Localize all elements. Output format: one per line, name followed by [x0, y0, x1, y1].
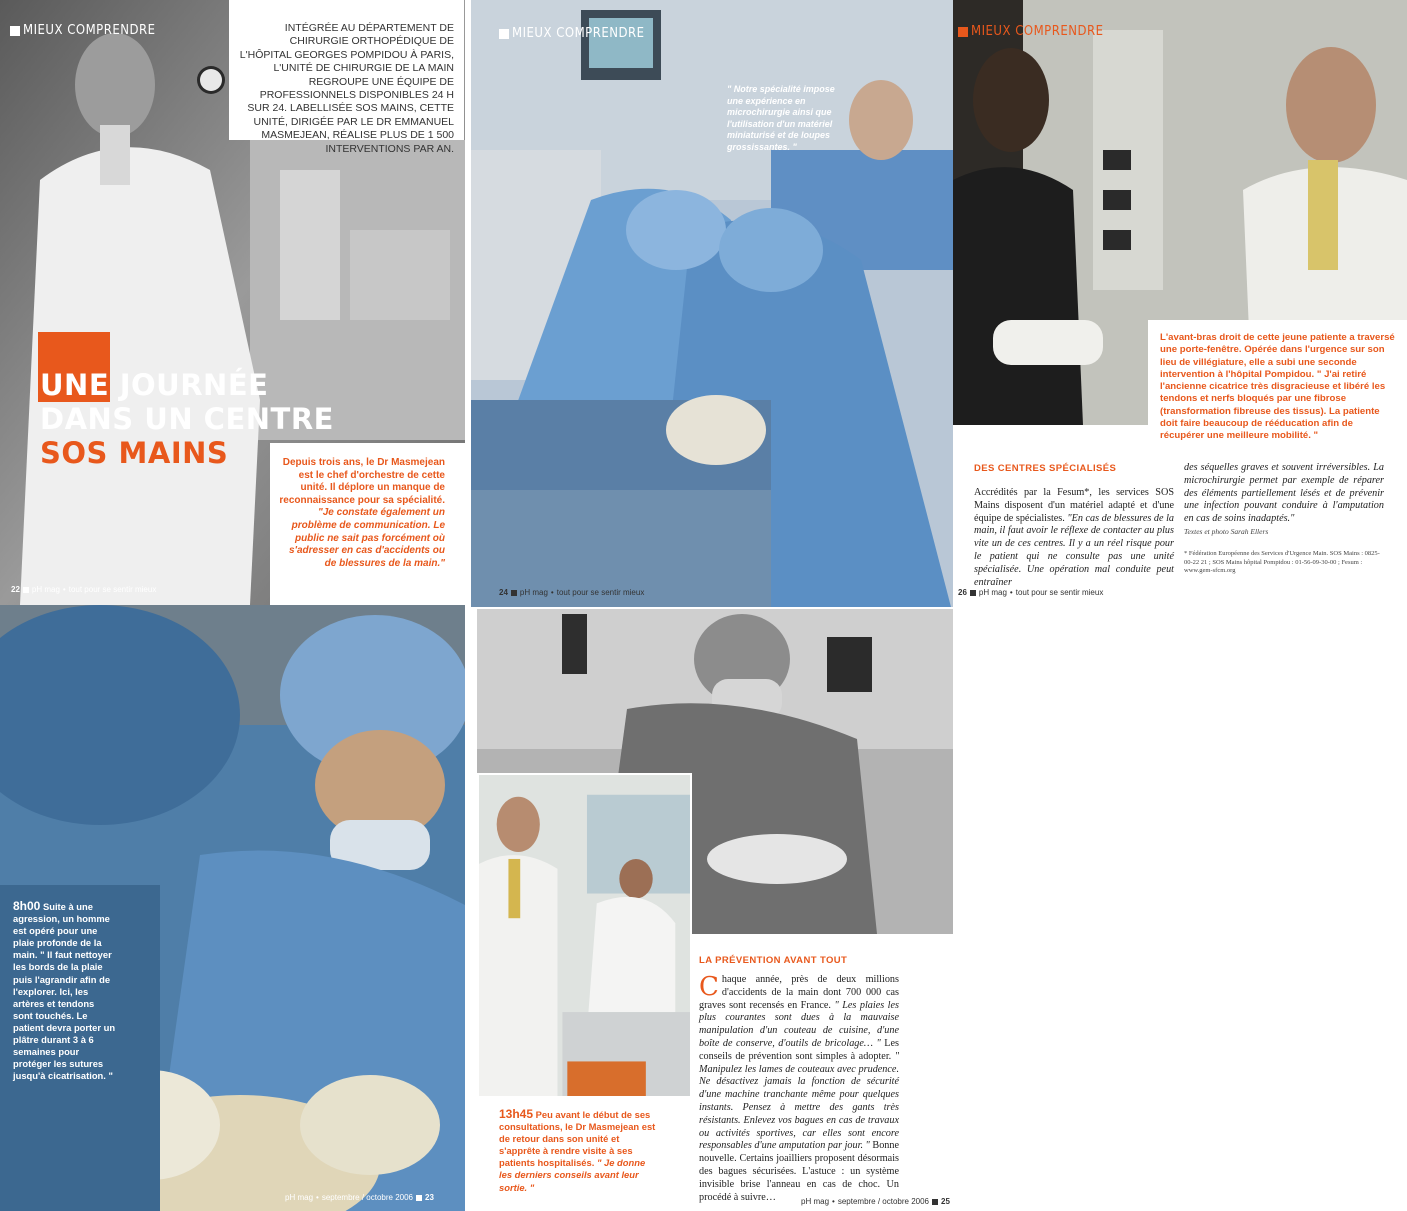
folio-date: septembre / octobre 2006: [837, 1197, 929, 1206]
square-bullet-icon: [23, 587, 29, 593]
text-column-1: [974, 487, 1174, 589]
square-bullet-icon: [970, 590, 976, 596]
section-heading: LA PRÉVENTION AVANT TOUT: [699, 955, 848, 966]
time-label: 13h45: [499, 1107, 534, 1121]
square-bullet-icon: [932, 1199, 938, 1205]
folio-tagline: tout pour se sentir mieux: [68, 585, 157, 594]
timeline-text: Suite à une agression, un homme est opéré pour une plaie profonde de la main. " Il faut nettoyer les bords de la plaie puis l'agrandir afin de l'explorer. Ici, les artères et tendons sont touchés. Le patient devra porter un plâtre durant 3 à 6 semaines pour protéger les sutures jusqu'à cicatrisation. ": [13, 901, 116, 1082]
body-quote: " Les plaies les plus courantes sont dues à la mauvaise manipulation d'un couteau de cuisine, d'une boîte de conserve, d'outils de bricolage… ": [699, 999, 900, 1049]
body-text: Les conseils de prévention sont simples à adopter.: [699, 1037, 899, 1062]
drop-cap: C: [699, 972, 719, 1002]
timeline-8h00: [13, 900, 116, 1082]
title-line-2: DANS UN CENTRE: [40, 402, 334, 436]
chapo-box: [270, 443, 465, 605]
magazine-name: pH mag: [519, 588, 548, 597]
magazine-name: pH mag: [801, 1197, 830, 1206]
photo-caption: [1148, 320, 1407, 442]
folio-page-25: pH mag • septembre / octobre 2006 25: [801, 1197, 950, 1206]
column-1-quote: "En cas de blessures de la main, il faut avoir le réflexe de contacter au plus vite un de ces centres. Il y a un réel risque pour le patient qui ne consulte pas une unité spécialisée. Une opération mal conduite peut entraîner: [974, 512, 1174, 588]
square-bullet-icon: [416, 1195, 422, 1201]
section-tag: [499, 26, 645, 41]
time-label: 8h00: [13, 899, 41, 913]
title-line-3: SOS MAINS: [40, 436, 229, 470]
text-column-2: [1184, 462, 1384, 576]
photo-credit: Textes et photo Sarah Ellers: [1184, 526, 1269, 536]
square-bullet-icon: [511, 590, 517, 596]
chapo-quote: "Je constate également un problème de communication. Le public ne sait pas forcément où s'adresser en cas d'accidents ou de blessures de la main.": [289, 507, 445, 569]
section-tag-label: MIEUX COMPRENDRE: [512, 26, 645, 41]
square-bullet-icon: [10, 26, 20, 36]
page-number: 25: [941, 1197, 950, 1206]
title-word-une: UNE: [40, 368, 110, 402]
page-number: 23: [425, 1193, 434, 1202]
photo-operating-room: [471, 0, 953, 607]
folio-tagline: tout pour se sentir mieux: [1015, 588, 1104, 597]
body-text: haque année, près de deux millions d'accidents de la main dont 700 000 cas graves sont recensés en France.: [699, 974, 899, 1011]
section-tag: [10, 23, 156, 38]
magazine-name: pH mag: [978, 588, 1007, 597]
column-2-quote: des séquelles graves et souvent irréversibles. La microchirurgie permet par exemple de réparer des éléments partiellement lésés et de prévenir une infection pouvant conduire à l'amputation en cas de soins inadaptés.": [1184, 462, 1384, 525]
square-bullet-icon: [958, 27, 968, 37]
timeline-13h45: [499, 1108, 659, 1194]
folio-date: septembre / octobre 2006: [321, 1193, 413, 1202]
body-quote: " Manipulez les lames de couteaux avec prudence. Ne désactivez jamais la fonction de sécurité d'une machine tranchante même pour quelques instants. Pensez à mettre des gants très résistants. Enlevez vos bagues en cas de travaux ou activités sportives, car elles sont encore responsables d'une amputation par jour. ": [699, 1050, 899, 1152]
caption-text: L'avant-bras droit de cette jeune patiente a traversé une porte-fenêtre. Opérée dans l'urgence sur son lieu de villégiature, elle a subi une seconde intervention à l'hôpital Pompidou.: [1160, 332, 1395, 380]
section-heading: DES CENTRES SPÉCIALISÉS: [974, 463, 1117, 474]
square-bullet-icon: [499, 29, 509, 39]
prevention-text: [699, 974, 899, 1204]
page-number: 26: [958, 588, 967, 597]
magazine-name: pH mag: [31, 585, 60, 594]
footnote: * Fédération Européenne des Services d'Urgence Main. SOS Mains : 0825-00-22 21 ; SOS Mains hôpital Pompidou : 01-56-09-30-00 ; Fesum : www.gem-sfcm.org: [1184, 550, 1380, 575]
section-tag-label: MIEUX COMPRENDRE: [23, 23, 156, 38]
folio-page-26: 26 pH mag • tout pour se sentir mieux: [958, 588, 1104, 597]
page-number: 22: [11, 585, 20, 594]
section-tag: [958, 24, 1104, 39]
column-1-text: Accrédités par la Fesum*, les services SOS Mains disposent d'un matériel adapté et d'une équipe de spécialistes.: [974, 487, 1174, 524]
timeline-quote: " Je donne les derniers conseils avant leur sortie. ": [499, 1157, 646, 1193]
section-tag-label: MIEUX COMPRENDRE: [971, 24, 1104, 39]
photo-hospital-ward: [477, 773, 692, 1098]
magazine-name: pH mag: [285, 1193, 314, 1202]
folio-tagline: tout pour se sentir mieux: [556, 588, 645, 597]
folio-page-23: pH mag • septembre / octobre 2006 23: [285, 1193, 434, 1202]
chapo-text: Depuis trois ans, le Dr Masmejean est le chef d'orchestre de cette unité. Il déplore un manque de reconnaissance pour sa spécialité.: [279, 457, 445, 506]
timeline-text: Peu avant le début de ses consultations, le Dr Masmejean est de retour dans son unité et s'apprête à rendre visite à ses patients hospitalisés.: [499, 1109, 656, 1169]
caption-quote: " J'ai retiré l'ancienne cicatrice très disgracieuse et libéré les tendons et nerfs bloqués par une fibrose (transformation fibreuse des tissus). La patiente doit faire beaucoup de rééducation afin de récupérer une meilleure mobilité. ": [1160, 368, 1386, 442]
title-word-journee: JOURNÉE: [109, 368, 269, 402]
intro-text: INTÉGRÉE AU DÉPARTEMENT DE CHIRURGIE ORTHOPÉDIQUE DE L'HÔPITAL GEORGES POMPIDOU À PARIS, L'UNITÉ DE CHIRURGIE DE LA MAIN REGROUPE UNE ÉQUIPE DE PROFESSIONNELS DISPONIBLES 24 H SUR 24. LABELLISÉE SOS MAINS, CETTE UNITÉ, DIRIGÉE PAR LE DR EMMANUEL MASMEJEAN, RÉALISE PLUS DE 1 500 INTERVENTIONS PAR AN.: [229, 0, 464, 140]
body-text: Bonne nouvelle. Certains joailliers proposent désormais des bagues sécurisées. L'astuce : un système invisible brise l'anneau en cas de choc. Un procédé à suivre…: [699, 1140, 899, 1203]
folio-page-22: 22 pH mag • tout pour se sentir mieux: [11, 585, 157, 594]
pull-quote: " Notre spécialité impose une expérience en microchirurgie ainsi que l'utilisation d'un matériel miniaturisé et de loupes grossissantes. ": [727, 84, 835, 152]
page-number: 24: [499, 588, 508, 597]
folio-page-24: 24 pH mag • tout pour se sentir mieux: [499, 588, 645, 597]
